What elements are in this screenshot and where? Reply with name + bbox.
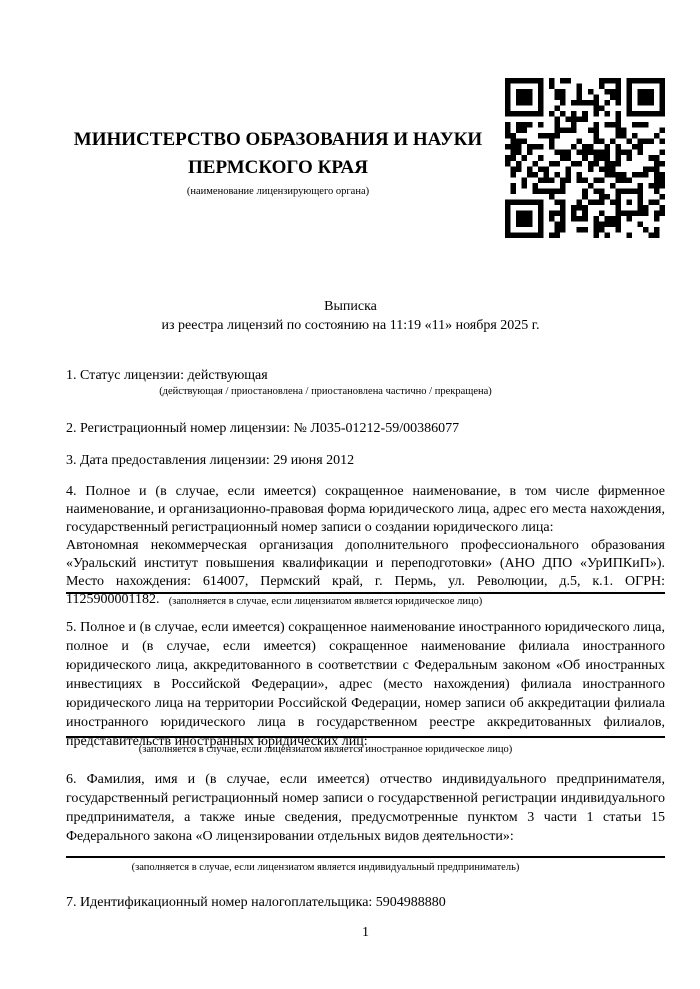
qr-code-icon xyxy=(505,78,665,238)
item-foreign-entity: 5. Полное и (в случае, если имеется) сокращенное наименование иностранного юридического лица, полное и (в случае, если имеется) сокращенное наименование филиала иностранного юридического лица, аккредитованного в соответствии с Федеральным законом «Об иностранных инвестициях в Российской Федерации», адрес (место нахождения) филиала иностранного юридического лица на территории Российской Федерации, номер записи об аккредитации филиала иностранного юридического лица в государственном реестре аккредитованных филиалов, представительств иностранных юридических лиц: xyxy=(66,620,665,749)
item-legal-entity-answer: Автономная некоммерческая организация дополнительного профессионального образования «Уральский институт повышения квалификации и переподготовки» (АНО ДПО «УрИПКиП»). Место нахождения: 614007, Пермский край, г. Пермь, ул. Революции, д.5, к.1. ОГРН: 1125900001182. xyxy=(66,538,665,607)
document-title-line1: Выписка xyxy=(324,299,377,314)
page-number: 1 xyxy=(362,925,369,940)
item-taxpayer-id: 7. Идентификационный номер налогоплательщика: 5904988880 xyxy=(66,895,446,910)
ministry-name-line2: ПЕРМСКОГО КРАЯ xyxy=(188,157,368,178)
item-legal-entity xyxy=(66,483,665,609)
document-title-line2: из реестра лицензий по состоянию на 11:19 «11» ноября 2025 г. xyxy=(161,318,540,333)
item-registration-number: 2. Регистрационный номер лицензии: № Л035-01212-59/00386077 xyxy=(66,421,460,436)
item-legal-entity-question: 4. Полное и (в случае, если имеется) сокращенное наименование, в том числе фирменное наименование, и организационно-правовая форма юридического лица, адрес его места нахождения, государственный регистрационный номер записи о создании юридического лица: xyxy=(66,484,665,535)
item-foreign-entity-caption: (заполняется в случае, если лицензиатом является иностранное юридическое лицо) xyxy=(138,744,513,755)
item-license-status: 1. Статус лицензии: действующая xyxy=(66,368,268,383)
ministry-caption: (наименование лицензирующего органа) xyxy=(186,186,370,197)
legal-entity-divider xyxy=(66,592,665,594)
item-legal-entity-caption: (заполняется в случае, если лицензиатом является юридическое лицо) xyxy=(168,596,483,607)
document-title xyxy=(66,297,665,335)
item-entrepreneur: 6. Фамилия, имя и (в случае, если имеется) отчество индивидуального предпринимателя, государственный регистрационный номер записи о государственной регистрации индивидуального предпринимателя, а также иные сведения, предусмотренные пунктом 3 части 1 статьи 15 Федерального закона «О лицензировании отдельных видов деятельности»: xyxy=(66,772,665,844)
ministry-name-line1: МИНИСТЕРСТВО ОБРАЗОВАНИЯ И НАУКИ xyxy=(73,129,483,150)
issuing-authority-header xyxy=(66,126,490,199)
foreign-entity-divider xyxy=(66,736,665,738)
item-entrepreneur-caption: (заполняется в случае, если лицензиатом является индивидуальный предприниматель) xyxy=(131,862,520,873)
item-grant-date: 3. Дата предоставления лицензии: 29 июня 2012 xyxy=(66,453,355,468)
item-license-status-caption: (действующая / приостановлена / приостановлена частично / прекращена) xyxy=(159,386,492,397)
entrepreneur-divider xyxy=(66,856,665,858)
